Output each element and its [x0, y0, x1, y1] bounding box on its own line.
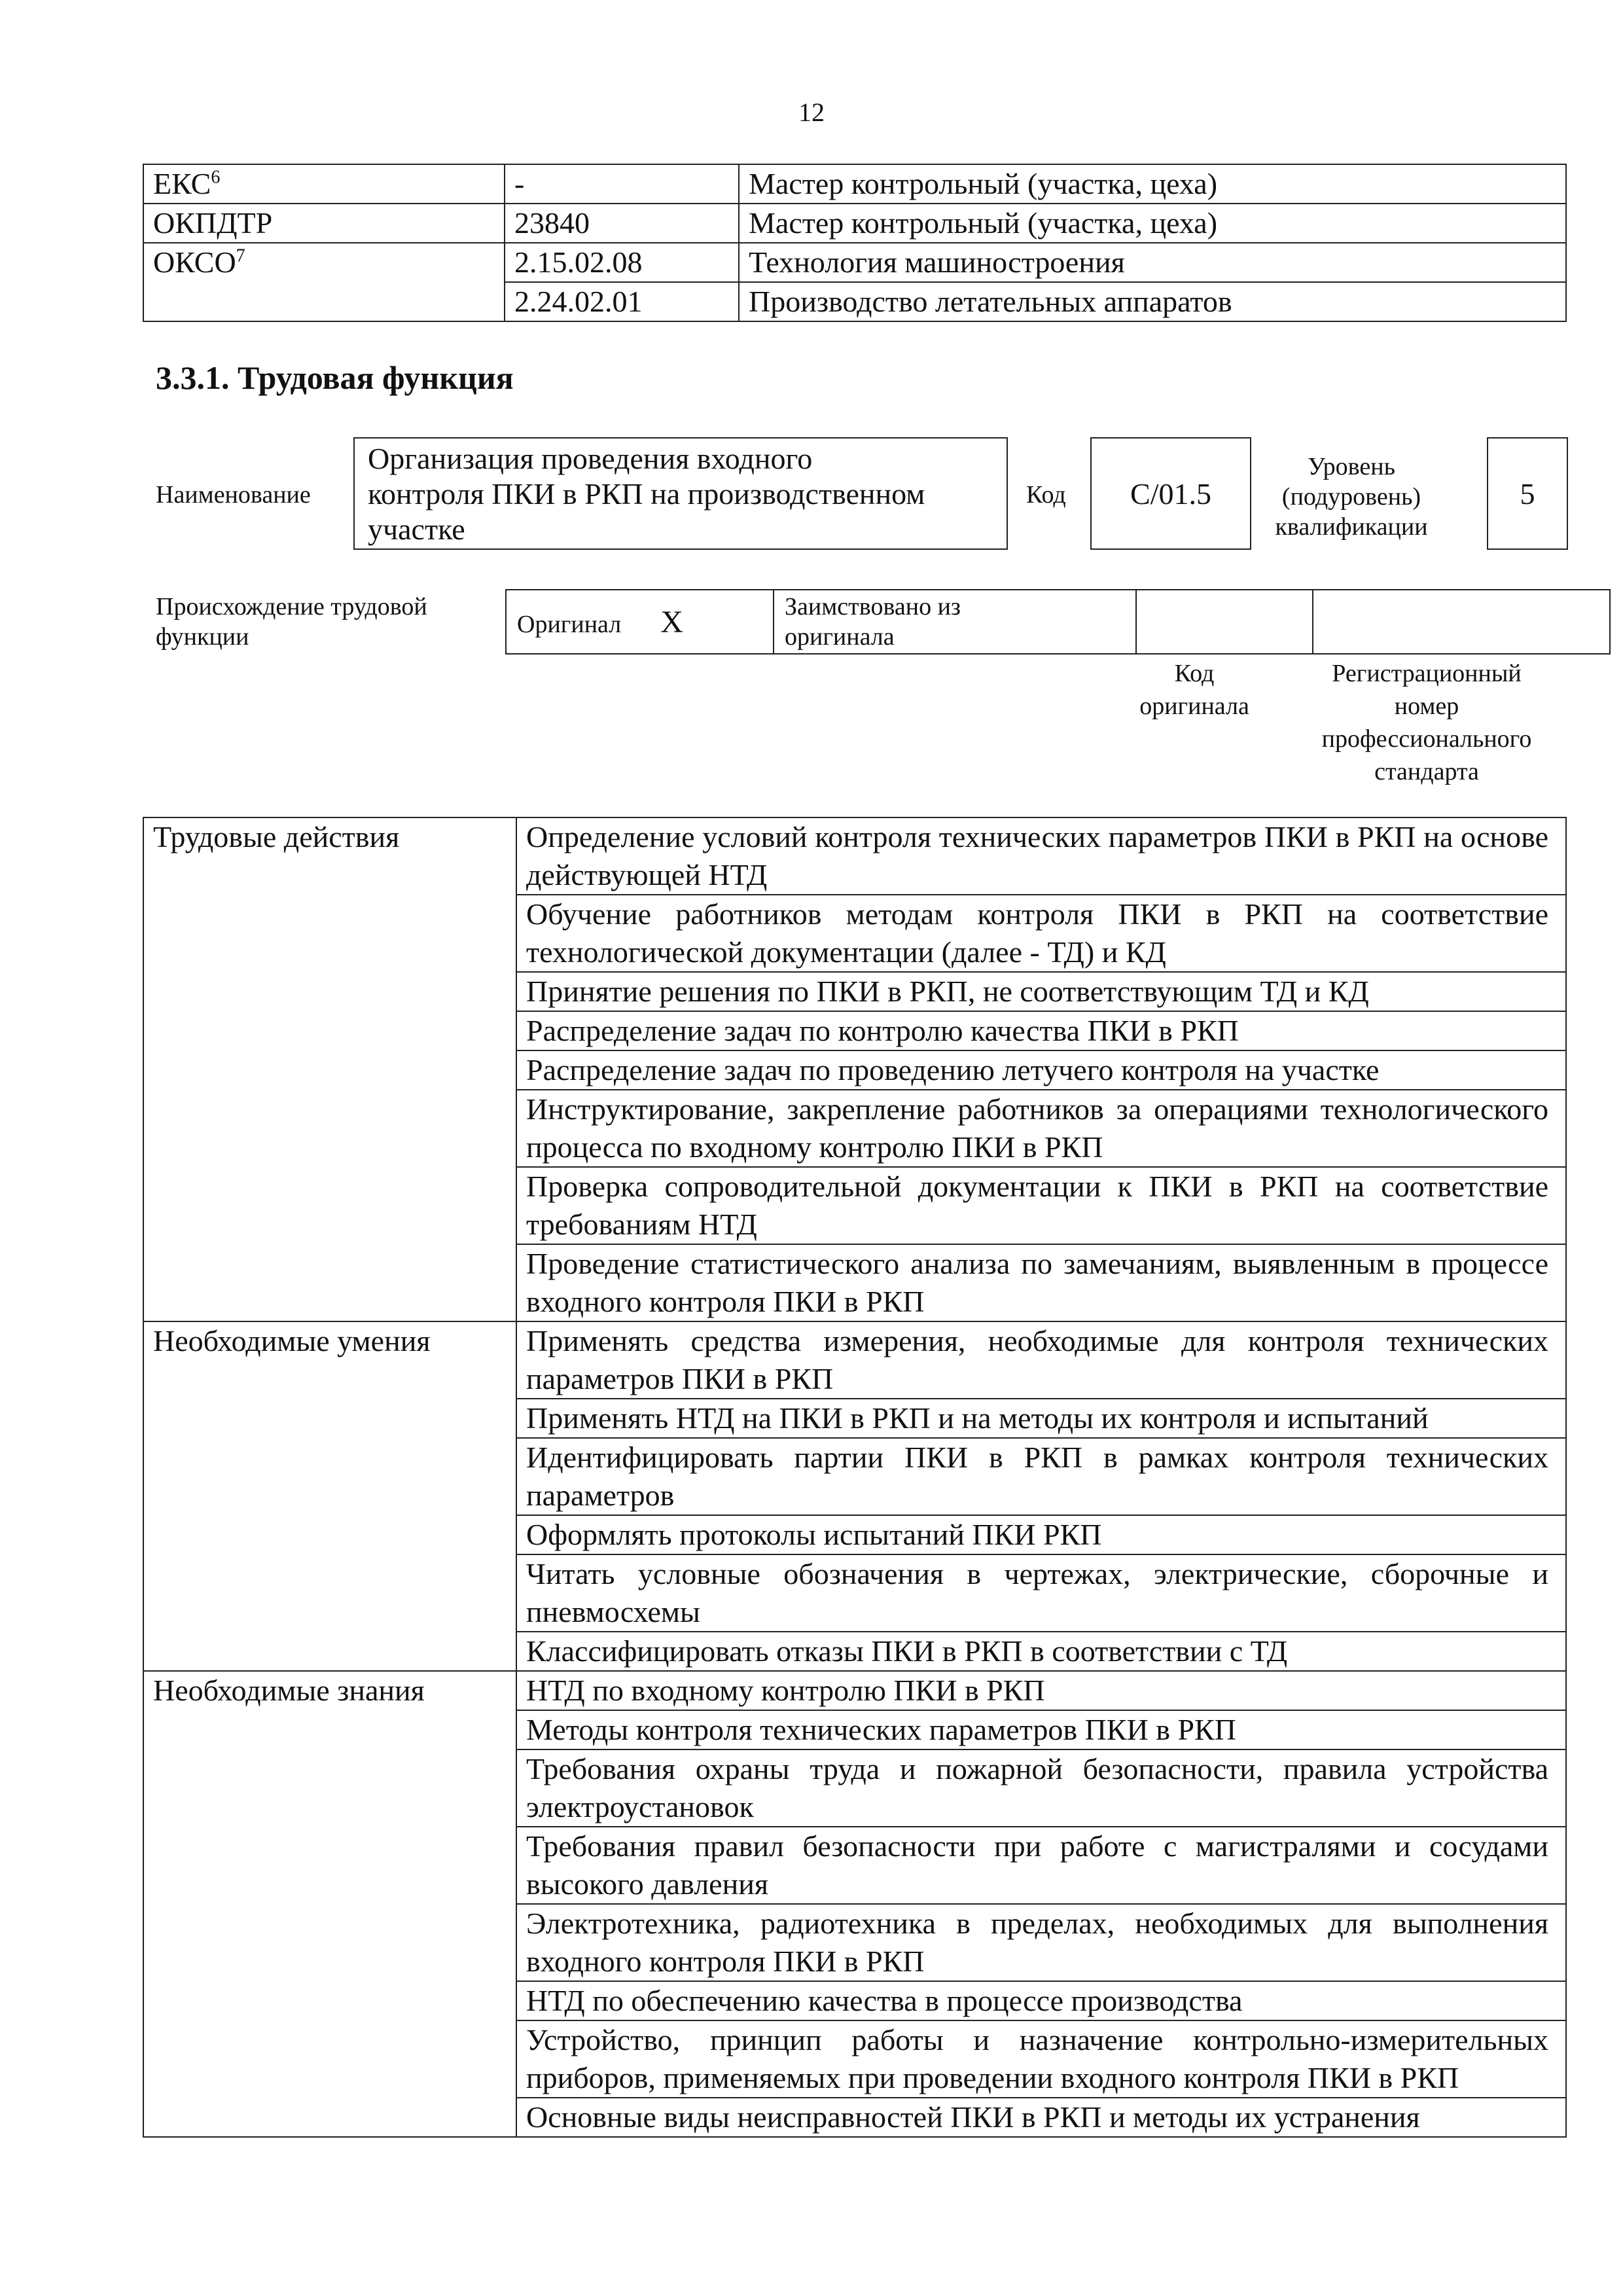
classifier-code: 23840 — [505, 204, 739, 243]
list-item: НТД по входному контролю ПКИ в РКП — [516, 1671, 1566, 1710]
qualification-level: 5 — [1520, 476, 1535, 511]
classifier-title: Мастер контрольный (участка, цеха) — [739, 204, 1566, 243]
function-name-line: Организация проведения входного — [368, 442, 813, 475]
function-code-box — [1090, 437, 1251, 550]
original-mark: X — [660, 604, 683, 639]
classifier-row — [143, 204, 1566, 243]
list-item: Устройство, принцип работы и назначение контрольно-измерительных приборов, применяемых при проведении входного контроля ПКИ в РКП — [516, 2020, 1566, 2098]
original-code-cell — [1136, 590, 1313, 654]
list-item: Принятие решения по ПКИ в РКП, не соответствующим ТД и КД — [516, 972, 1566, 1011]
origin-table — [505, 589, 1611, 655]
list-item: НТД по обеспечению качества в процессе производства — [516, 1981, 1566, 2020]
list-item: Обучение работников методам контроля ПКИ в РКП на соответствие технологической документации (далее - ТД) и КД — [516, 895, 1566, 972]
table-row — [143, 817, 1566, 895]
list-item: Распределение задач по проведению летучего контроля на участке — [516, 1050, 1566, 1090]
origin-original-cell — [506, 590, 774, 654]
registration-number-caption: Регистрационный номер профессионального стандарта — [1321, 660, 1532, 785]
function-code: С/01.5 — [1130, 476, 1211, 511]
list-item: Применять НТД на ПКИ в РКП и на методы их контроля и испытаний — [516, 1399, 1566, 1438]
classifier-title: Технология машиностроения — [739, 243, 1566, 282]
classifier-row — [143, 243, 1566, 282]
list-item: Электротехника, радиотехника в пределах, необходимых для выполнения входного контроля ПКИ в РКП — [516, 1904, 1566, 1981]
section-category: Трудовые действия — [143, 817, 516, 1321]
code-label: Код — [1026, 481, 1066, 509]
classifier-row — [143, 164, 1566, 204]
name-label: Наименование — [156, 481, 311, 509]
borrowed-cell: Заимствовано из оригинала — [774, 590, 1136, 654]
original-label: Оригинал — [517, 610, 622, 638]
list-item: Определение условий контроля технических параметров ПКИ в РКП на основе действующей НТД — [516, 817, 1566, 895]
list-item: Проведение статистического анализа по замечаниям, выявленным в процессе входного контроля ПКИ в РКП — [516, 1244, 1566, 1321]
classifier-title: Производство летательных аппаратов — [739, 282, 1566, 321]
classifier-name: ОКСО$^7$ — [143, 243, 505, 321]
section-category: Необходимые знания — [143, 1671, 516, 2137]
registration-number-cell — [1313, 590, 1610, 654]
list-item: Инструктирование, закрепление работников за операциями технологического процесса по входному контролю ПКИ в РКП — [516, 1090, 1566, 1167]
list-item: Требования охраны труда и пожарной безопасности, правила устройства электроустановок — [516, 1749, 1566, 1827]
classifier-name: ЕКС$^6$ — [143, 164, 505, 204]
table-row — [143, 1321, 1566, 1399]
classifier-code: - — [505, 164, 739, 204]
list-item: Требования правил безопасности при работе с магистралями и сосудами высокого давления — [516, 1827, 1566, 1904]
list-item: Идентифицировать партии ПКИ в РКП в рамках контроля технических параметров — [516, 1438, 1566, 1515]
function-name-box — [353, 437, 1008, 550]
list-item: Основные виды неисправностей ПКИ в РКП и методы их устранения — [516, 2098, 1566, 2137]
list-item: Проверка сопроводительной документации к ПКИ в РКП на соответствие требованиям НТД — [516, 1167, 1566, 1244]
classifier-code: 2.15.02.08 — [505, 243, 739, 282]
section-category: Необходимые умения — [143, 1321, 516, 1671]
original-code-caption: Код оригинала — [1139, 660, 1249, 720]
section-title: 3.3.1. Трудовая функция — [156, 359, 514, 396]
list-item: Читать условные обозначения в чертежах, электрические, сборочные и пневмосхемы — [516, 1554, 1566, 1632]
qualification-level-box — [1487, 437, 1568, 550]
page-number: 12 — [798, 98, 825, 127]
list-item: Оформлять протоколы испытаний ПКИ РКП — [516, 1515, 1566, 1554]
table-row — [143, 1671, 1566, 1710]
function-name-line: контроля ПКИ в РКП на производственном — [368, 477, 925, 511]
classifier-code: 2.24.02.01 — [505, 282, 739, 321]
list-item: Методы контроля технических параметров ПКИ в РКП — [516, 1710, 1566, 1749]
classifier-title: Мастер контрольный (участка, цеха) — [739, 164, 1566, 204]
list-item: Распределение задач по контролю качества ПКИ в РКП — [516, 1011, 1566, 1050]
classifier-name: ОКПДТР — [143, 204, 505, 243]
origin-label: Происхождение трудовой функции — [156, 593, 427, 651]
list-item: Классифицировать отказы ПКИ в РКП в соответствии с ТД — [516, 1632, 1566, 1671]
qualification-level-label: Уровень (подуровень) квалификации — [1275, 453, 1428, 541]
list-item: Применять средства измерения, необходимые для контроля технических параметров ПКИ в РКП — [516, 1321, 1566, 1399]
classifier-table — [143, 164, 1567, 322]
function-name-line: участке — [368, 512, 465, 546]
labor-function-table — [143, 817, 1567, 2138]
